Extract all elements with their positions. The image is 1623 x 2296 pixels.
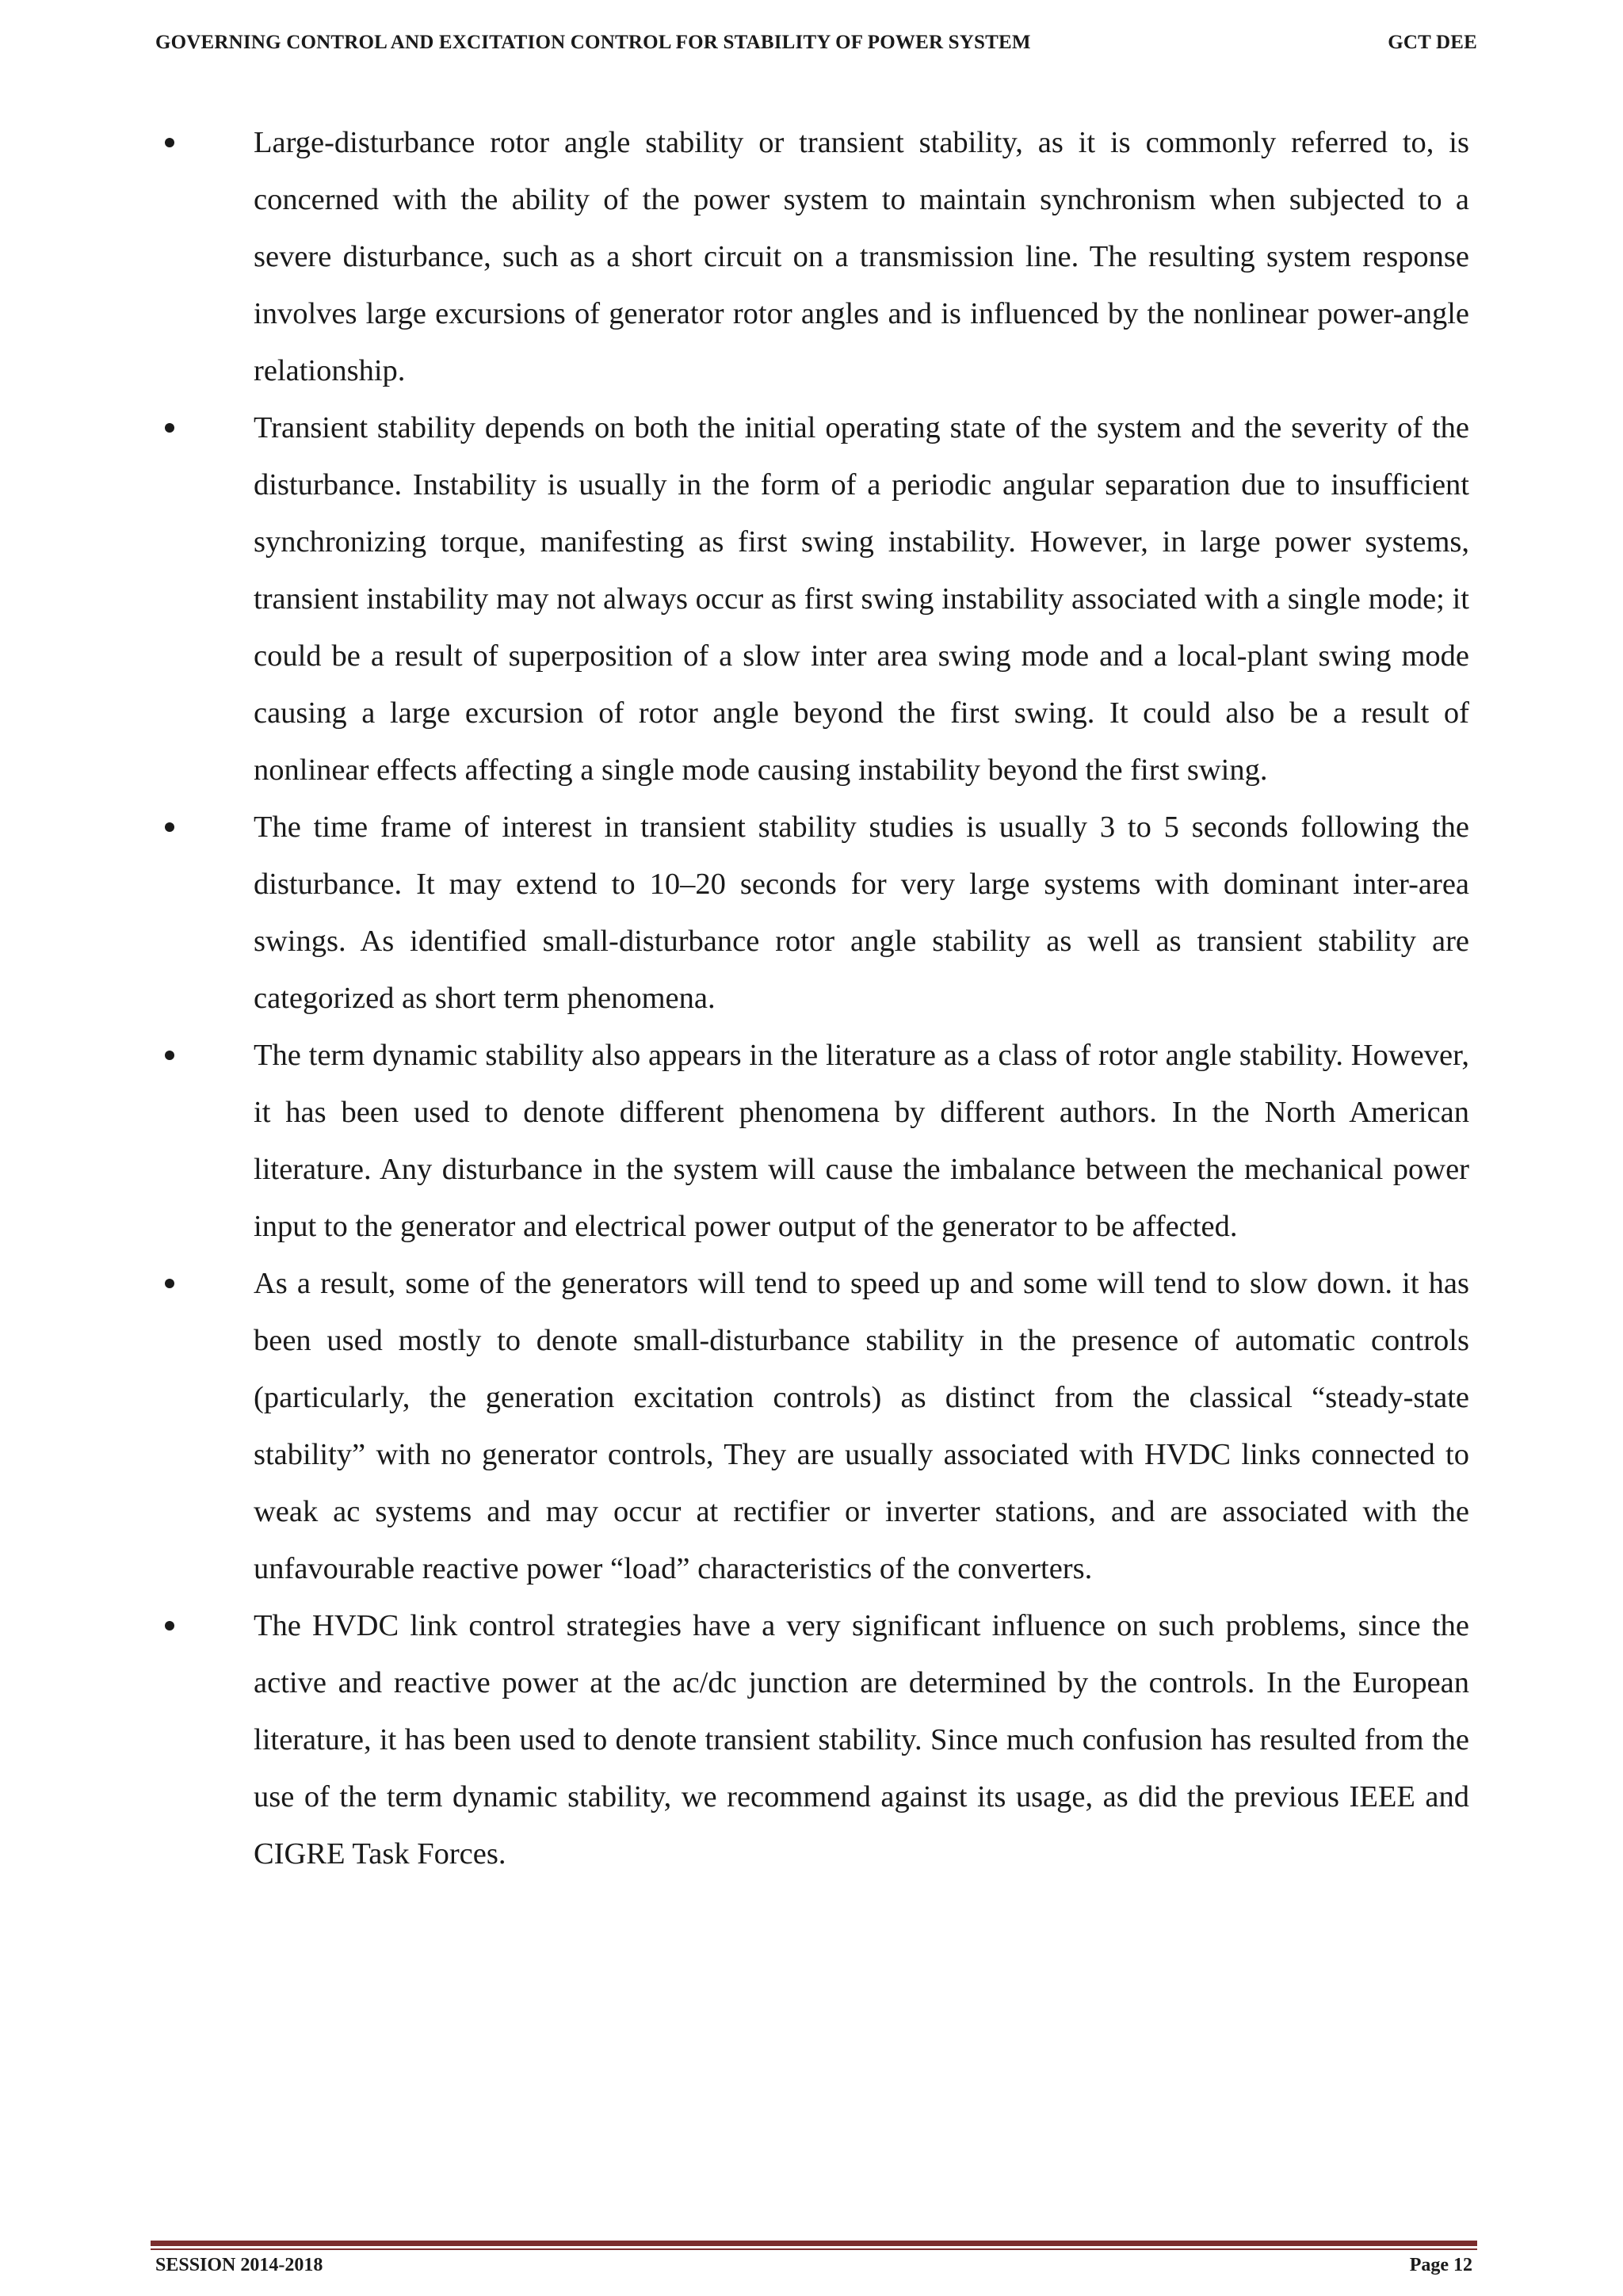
footer-divider-thin	[151, 2248, 1477, 2250]
bullet-item-2	[155, 399, 1469, 799]
bullet-dot-icon	[165, 1279, 174, 1288]
page-header	[155, 32, 1477, 59]
bullet-text: The time frame of interest in transient stability studies is usually 3 to 5 seconds following the disturbance. It may extend to 10–20 seconds for very large systems with dominant inter-area swings. As identified small-disturbance rotor angle stability as well as transient stability are categorized as short term phenomena.	[254, 810, 1469, 1015]
page-footer	[155, 2255, 1472, 2280]
footer-divider	[151, 2241, 1477, 2250]
bullet-dot-icon	[165, 822, 174, 832]
bullet-dot-icon	[165, 138, 174, 147]
bullet-item-3	[155, 799, 1469, 1027]
bullet-text: As a result, some of the generators will tend to speed up and some will tend to slow down. it has been used mostly to denote small-disturbance stability in the presence of automatic controls (particularly, the generation excitation controls) as distinct from the classical “steady-state stability” with no generator controls, They are usually associated with HVDC links connected to weak ac systems and may occur at rectifier or inverter stations, and are associated with the unfavourable reactive power “load” characteristics of the converters.	[254, 1267, 1469, 1585]
footer-divider-thick	[151, 2241, 1477, 2246]
footer-page-number: Page 12	[1409, 2255, 1472, 2275]
bullet-text: Transient stability depends on both the initial operating state of the system and the severity of the disturbance. Instability is usually in the form of a periodic angular separation due to insufficient synchronizing torque, manifesting as first swing instability. However, in large power systems, transient instability may not always occur as first swing instability associated with a single mode; it could be a result of superposition of a slow inter area swing mode and a local-plant swing mode causing a large excursion of rotor angle beyond the first swing. It could also be a result of nonlinear effects affecting a single mode causing instability beyond the first swing.	[254, 411, 1469, 787]
bullet-item-6	[155, 1597, 1469, 1882]
footer-session: SESSION 2014-2018	[155, 2255, 323, 2275]
bullet-item-5	[155, 1255, 1469, 1597]
bullet-dot-icon	[165, 423, 174, 433]
bullet-item-1	[155, 114, 1469, 399]
bullet-dot-icon	[165, 1621, 174, 1630]
bullet-dot-icon	[165, 1051, 174, 1060]
header-title: GOVERNING CONTROL AND EXCITATION CONTROL FOR STABILITY OF POWER SYSTEM	[155, 32, 1031, 53]
bullet-text: The term dynamic stability also appears in the literature as a class of rotor angle stability. However, it has been used to denote different phenomena by different authors. In the North American literature. Any disturbance in the system will cause the imbalance between the mechanical power input to the generator and electrical power output of the generator to be affected.	[254, 1039, 1469, 1243]
bullet-item-4	[155, 1027, 1469, 1255]
header-department: GCT DEE	[1388, 32, 1477, 53]
document-body	[155, 114, 1469, 1882]
bullet-text: The HVDC link control strategies have a very significant influence on such problems, since the active and reactive power at the ac/dc junction are determined by the controls. In the European literature, it has been used to denote transient stability. Since much confusion has resulted from the use of the term dynamic stability, we recommend against its usage, as did the previous IEEE and CIGRE Task Forces.	[254, 1609, 1469, 1871]
bullet-list	[155, 114, 1469, 1882]
bullet-text: Large-disturbance rotor angle stability or transient stability, as it is commonly referred to, is concerned with the ability of the power system to maintain synchronism when subjected to a severe disturbance, such as a short circuit on a transmission line. The resulting system response involves large excursions of generator rotor angles and is influenced by the nonlinear power-angle relationship.	[254, 126, 1469, 387]
